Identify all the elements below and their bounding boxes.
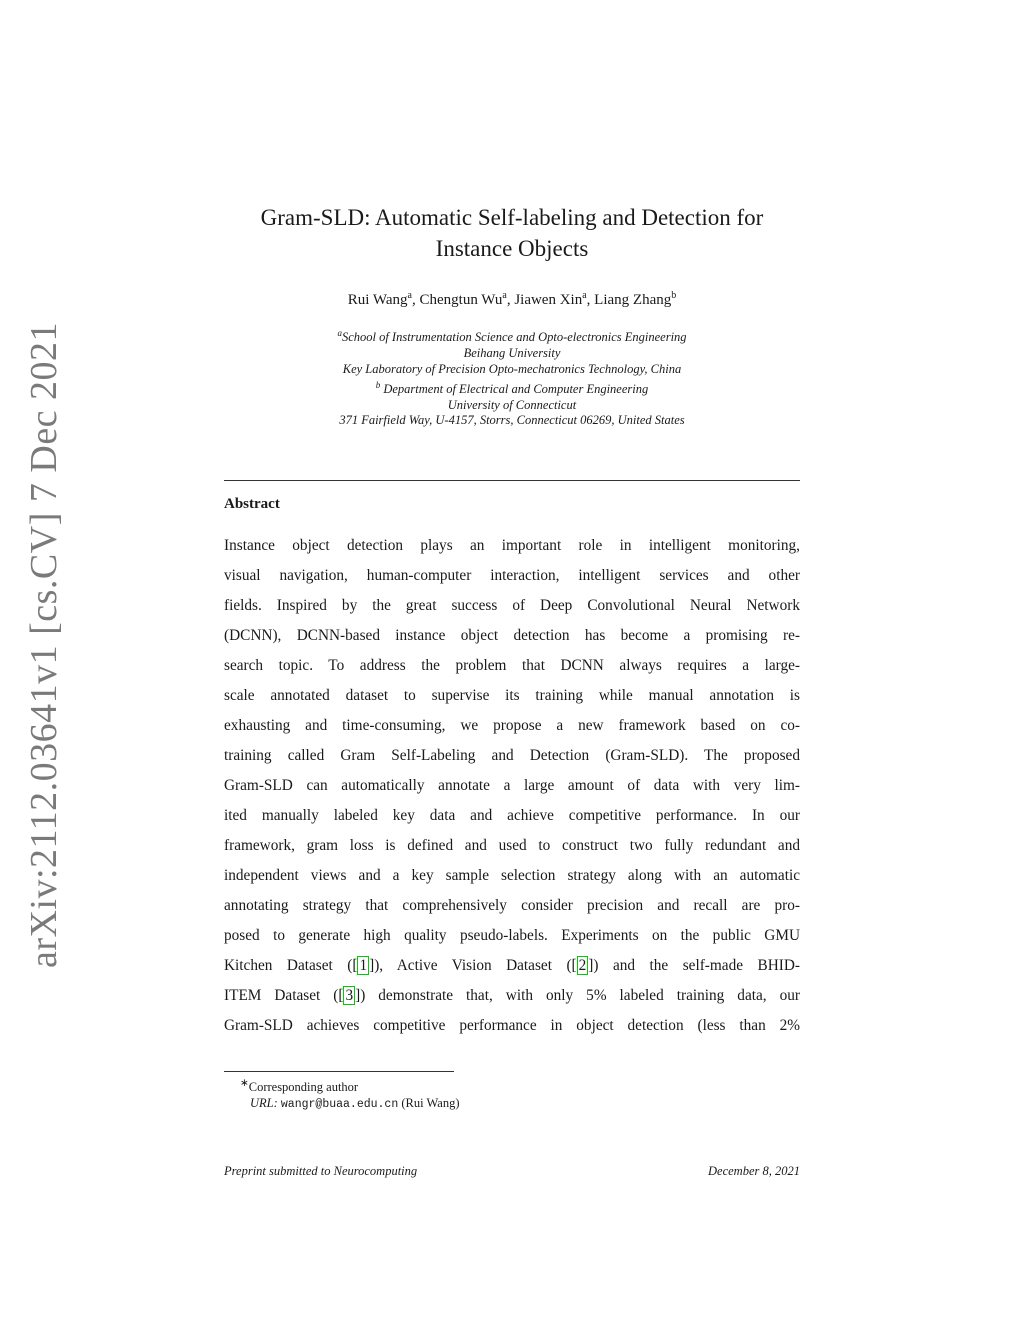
abstract-line: training called Gram Self-Labeling and Detection (Gram-SLD). The proposed	[224, 747, 800, 764]
abstract-line: exhausting and time-consuming, we propose a new framework based on co-	[224, 717, 800, 734]
email-link[interactable]: wangr@buaa.edu.cn	[280, 1098, 399, 1112]
abstract-line: posed to generate high quality pseudo-labels. Experiments on the public GMU	[224, 927, 800, 944]
abstract-line-with-citations: Kitchen Dataset ([ 1 ]), Active Vision Dataset ([ 2 ]) and the self-made BHID-	[224, 957, 800, 974]
affiliation-b-line-3: 371 Fairfield Way, U-4157, Storrs, Connecticut 06269, United States	[339, 413, 685, 428]
abstract-line: search topic. To address the problem that DCNN always requires a large-	[224, 657, 800, 674]
author-name: Chengtun Wu	[419, 292, 503, 308]
abstract-line: Gram-SLD achieves competitive performance in object detection (less than 2%	[224, 1017, 800, 1034]
citation-link[interactable]: 1	[359, 957, 368, 974]
abstract-top-rule	[224, 480, 800, 481]
affiliation-b-line-1: $^b$ Department of Electrical and Computer Engineering	[375, 379, 649, 396]
author-name: Rui Wang	[347, 292, 408, 308]
abstract-line: ited manually labeled key data and achieve competitive performance. In our	[224, 807, 800, 824]
abstract-line: independent views and a key sample selection strategy along with an automatic	[224, 867, 800, 884]
footer-journal: Preprint submitted to Neurocomputing	[224, 1164, 418, 1178]
affiliation-a-line-3: Key Laboratory of Precision Opto-mechatronics Technology, China	[342, 361, 682, 376]
author-affiliation-mark: a	[407, 290, 412, 301]
author-affiliation-mark: a	[582, 290, 587, 301]
abstract-line: annotating strategy that comprehensively consider precision and recall are pro-	[224, 897, 800, 914]
footer-date: December 8, 2021	[708, 1164, 800, 1178]
title-line-1: Gram-SLD: Automatic Self-labeling and Detection for	[260, 205, 764, 230]
author-affiliation-mark: a	[502, 290, 507, 301]
abstract-body	[224, 531, 800, 1041]
affiliations-block	[180, 326, 844, 429]
abstract-heading: Abstract	[224, 496, 280, 512]
author-affiliation-mark: b	[671, 290, 677, 301]
footnote-block	[224, 1076, 460, 1113]
abstract-line: visual navigation, human-computer interaction, intelligent services and other	[224, 567, 800, 584]
affiliation-b-line-2: University of Connecticut	[447, 397, 577, 412]
footnote-corresponding: ∗Corresponding author	[240, 1078, 359, 1095]
affiliation-a-line-1: $^a$School of Instrumentation Science and Opto-electronics Engineering	[337, 328, 687, 345]
abstract-line: Gram-SLD can automatically annotate a large amount of data with very lim-	[224, 777, 800, 794]
abstract-line: Instance object detection plays an important role in intelligent monitoring,	[224, 537, 800, 554]
author-name: Liang Zhang	[594, 292, 672, 308]
footnote-url: URL: wangr@buaa.edu.cn (Rui Wang)	[250, 1096, 460, 1112]
title-line-2: Instance Objects	[435, 236, 589, 261]
author-name: Jiawen Xin	[514, 292, 583, 308]
abstract-line: scale annotated dataset to supervise its training while manual annotation is	[224, 687, 800, 704]
affiliation-a-line-2: Beihang University	[463, 345, 561, 360]
abstract-line: framework, gram loss is defined and used to construct two fully redundant and	[224, 837, 800, 854]
footnote-rule	[224, 1071, 454, 1072]
citation-link[interactable]: 2	[578, 957, 587, 974]
arxiv-identifier: arXiv:2112.03641v1 [cs.CV] 7 Dec 2021	[23, 321, 65, 969]
citation-link[interactable]: 3	[345, 987, 354, 1004]
abstract-line: (DCNN), DCNN-based instance object detection has become a promising re-	[224, 627, 800, 644]
author-list: Rui Wang$^a$, Chengtun Wu$^a$, Jiawen Xin$^a$, Liang Zhang$^b$	[347, 290, 677, 308]
abstract-line-with-citations: ITEM Dataset ([ 3 ]) demonstrate that, with only 5% labeled training data, our	[224, 987, 800, 1004]
paper-title	[180, 202, 844, 264]
abstract-line: fields. Inspired by the great success of Deep Convolutional Neural Network	[224, 597, 800, 614]
